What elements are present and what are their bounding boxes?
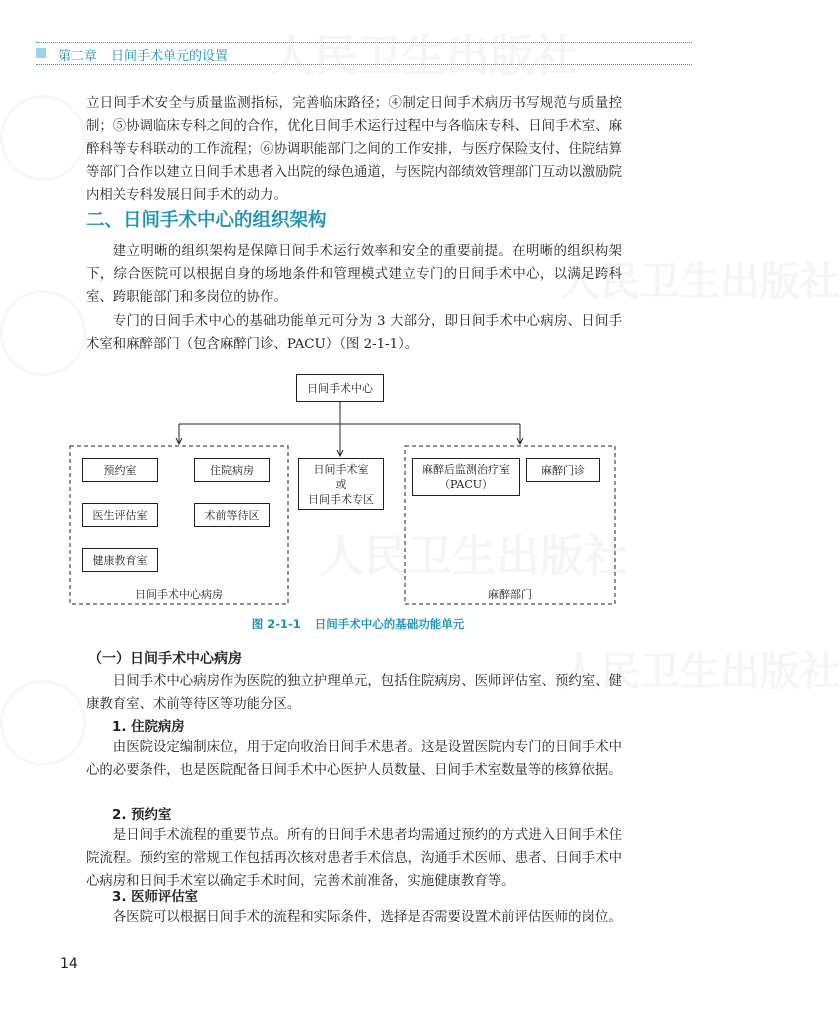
or-box [298,458,384,510]
unit-box: 住院病房 [194,458,270,482]
subsection-intro: 日间手术中心病房作为医院的独立护理单元，包括住院病房、医师评估室、预约室、健康教育室、术前等待区等功能分区。 [86,674,622,712]
watermark: 人民卫生出版社 [560,258,840,305]
chapter-title: 日间手术单元的设置 [111,49,229,64]
or-box-line: 日间手术室 [313,462,369,476]
subsection-heading: （一）日间手术中心病房 [88,651,242,667]
section-paragraph: 专门的日间手术中心的基础功能单元可分为 3 大部分，即日间手术中心病房、日间手术室和麻醉部门（包含麻醉门诊、PACU）（图 2-1-1）。 [86,314,622,352]
section-heading: 二、日间手术中心的组织架构 [86,210,327,231]
or-box-line: 或 [335,477,347,491]
header-square-icon [36,48,46,58]
pacu-box-line: （PACU） [438,478,494,491]
watermark-seal [0,290,86,376]
figure-number: 图 2-1-1 [251,617,301,631]
intro-paragraph: 立日间手术安全与质量监测指标，完善临床路径；④制定日间手术病历书写规范与质量控制；⑤协调临床专科之间的合作，优化日间手术运行过程中与各临床专科、日间手术室、麻醉科等专科联动的工作流程；⑥协调职能部门之间的工作安排，与医疗保险支付、住院结算等部门合作以建立日间手术患者入出院的绿色通道，与医院内部绩效管理部门互动以激励院内相关专科发展日间手术的动力。 [86,96,622,203]
watermark-seal [0,680,86,766]
org-chart-diagram [62,370,622,610]
page-number: 14 [60,956,78,972]
watermark: 人民卫生出版社 [270,31,578,82]
item-text: 各医院可以根据日间手术的流程和实际条件，选择是否需要设置术前评估医师的岗位。 [112,910,622,925]
pacu-box [412,458,520,496]
unit-box: 术前等待区 [194,503,270,527]
watermark-seal [0,95,86,181]
unit-box: 健康教育室 [82,548,158,572]
item-text: 是日间手术流程的重要节点。所有的日间手术患者均需通过预约的方式进入日间手术住院流程。预约室的常规工作包括再次核对患者手术信息，沟通手术医师、患者、日间手术中心病房和日间手术室以确定手术时间，完善术前准备，实施健康教育等。 [86,828,622,889]
item-text: 由医院设定编制床位，用于定向收治日间手术患者。这是设置医院内专门的日间手术中心的必要条件，也是医院配备日间手术中心医护人员数量、日间手术室数量等的核算依据。 [86,740,622,778]
figure-caption [0,616,730,632]
chapter-number: 第二章 [58,49,98,64]
header-rule-bottom [36,64,692,65]
item-title: 1. 住院病房 [112,720,185,735]
running-header [36,40,692,66]
header-rule-top [36,42,692,43]
watermark: 人民卫生出版社 [560,648,840,695]
ward-group-label: 日间手术中心病房 [135,588,223,601]
watermark: 人民卫生出版社 [320,531,628,582]
root-box: 日间手术中心 [296,374,384,402]
item-title: 3. 医师评估室 [112,890,199,905]
header-text [58,45,242,64]
item-title: 2. 预约室 [112,808,172,823]
pacu-box-line: 麻醉后监测治疗室 [422,463,510,476]
unit-box: 预约室 [82,458,158,482]
section-paragraph: 建立明晰的组织架构是保障日间手术运行效率和安全的重要前提。在明晰的组织构架下，综合医院可以根据自身的场地条件和管理模式建立专门的日间手术中心，以满足跨科室、跨职能部门和多岗位的协作。 [86,244,622,305]
anesthesia-clinic-box: 麻醉门诊 [526,458,600,482]
unit-box: 医生评估室 [82,503,158,527]
anesthesia-group-label: 麻醉部门 [488,588,532,601]
figure-title: 日间手术中心的基础功能单元 [314,617,465,631]
or-box-line: 日间手术专区 [308,492,374,506]
